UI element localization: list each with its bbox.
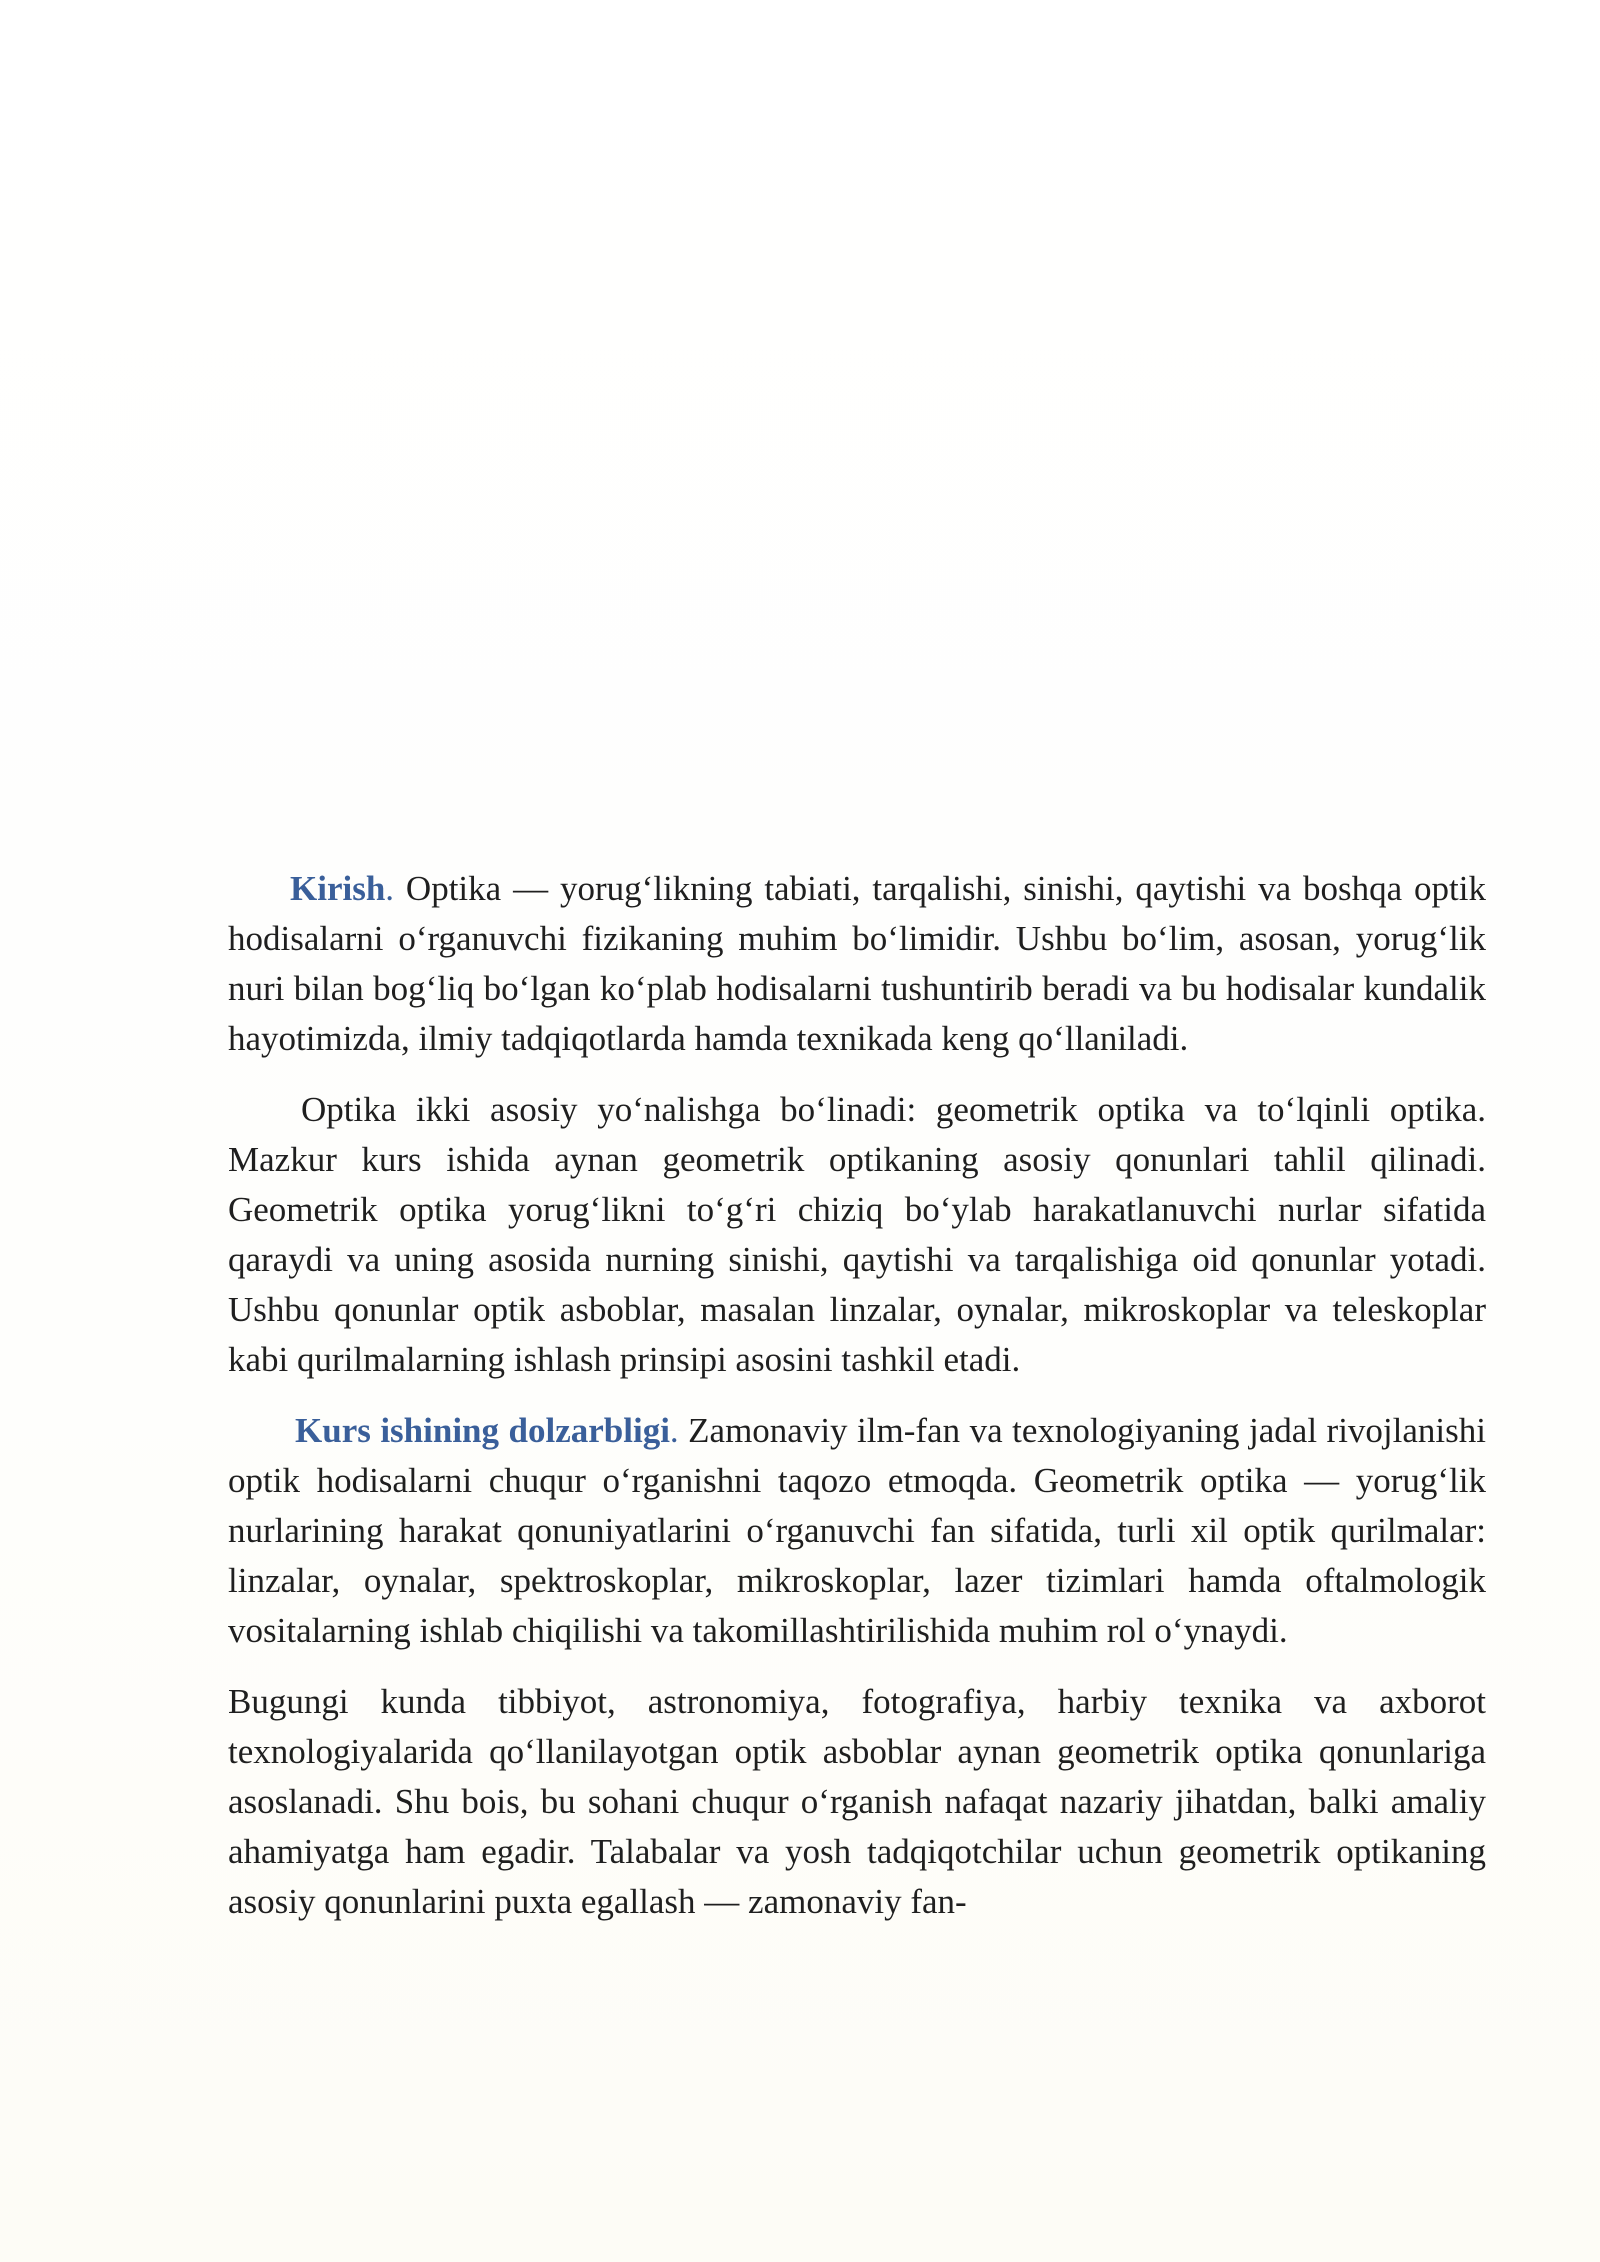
paragraph-applications-text: Bugungi kunda tibbiyot, astronomiya, fotografiya, harbiy texnika va axborot texnologiyalarida qo‘llanilayotgan optik asboblar aynan geometrik optika qonunlariga asoslanadi. Shu bois, bu sohani chuqur o‘rganish nafaqat nazariy jihatdan, balki amaliy ahamiyatga ham egadir. Talabalar va yosh tadqiqotchilar uchun geometrik optikaning asosiy qonunlarini puxta egallash — zamonaviy fan-: [228, 1682, 1486, 1921]
paragraph-relevance: [228, 1406, 1486, 1656]
heading-relevance-punct: .: [669, 1411, 679, 1450]
paragraph-introduction-text: Optika — yorug‘likning tabiati, tarqalishi, sinishi, qaytishi va boshqa optik hodisalarni o‘rganuvchi fizikaning muhim bo‘limidir. Ushbu bo‘lim, asosan, yorug‘lik nuri bilan bog‘liq bo‘lgan ko‘plab hodisalarni tushuntirib beradi va bu hodisalar kundalik hayotimizda, ilmiy tadqiqotlarda hamda texnikada keng qo‘llaniladi.: [228, 869, 1486, 1058]
document-body: [228, 864, 1486, 1927]
paragraph-optics-branches-text: Optika ikki asosiy yo‘nalishga bo‘linadi: geometrik optika va to‘lqinli optika. Mazkur kurs ishida aynan geometrik optikaning asosiy qonunlari tahlil qilinadi. Geometrik optika yorug‘likni to‘g‘ri chiziq bo‘ylab harakatlanuvchi nurlar sifatida qaraydi va uning asosida nurning sinishi, qaytishi va tarqalishiga oid qonunlar yotadi. Ushbu qonunlar optik asboblar, masalan linzalar, oynalar, mikroskoplar va teleskoplar kabi qurilmalarning ishlash prinsipi asosini tashkil etadi.: [228, 1090, 1486, 1379]
paragraph-relevance-text: Zamonaviy ilm-fan va texnologiyaning jadal rivojlanishi optik hodisalarni chuqur o‘rganishni taqozo etmoqda. Geometrik optika — yorug‘lik nurlarining harakat qonuniyatlarini o‘rganuvchi fan sifatida, turli xil optik qurilmalar: linzalar, oynalar, spektroskoplar, mikroskoplar, lazer tizimlari hamda oftalmologik vositalarning ishlab chiqilishi va takomillashtirilishida muhim rol o‘ynaydi.: [228, 1411, 1486, 1650]
heading-kirish-punct: .: [385, 869, 395, 908]
paragraph-introduction: [228, 864, 1486, 1064]
paragraph-optics-branches: [228, 1085, 1486, 1385]
heading-relevance: Kurs ishining dolzarbligi: [295, 1411, 670, 1450]
heading-kirish: Kirish: [290, 869, 386, 908]
paragraph-applications: [228, 1677, 1486, 1927]
